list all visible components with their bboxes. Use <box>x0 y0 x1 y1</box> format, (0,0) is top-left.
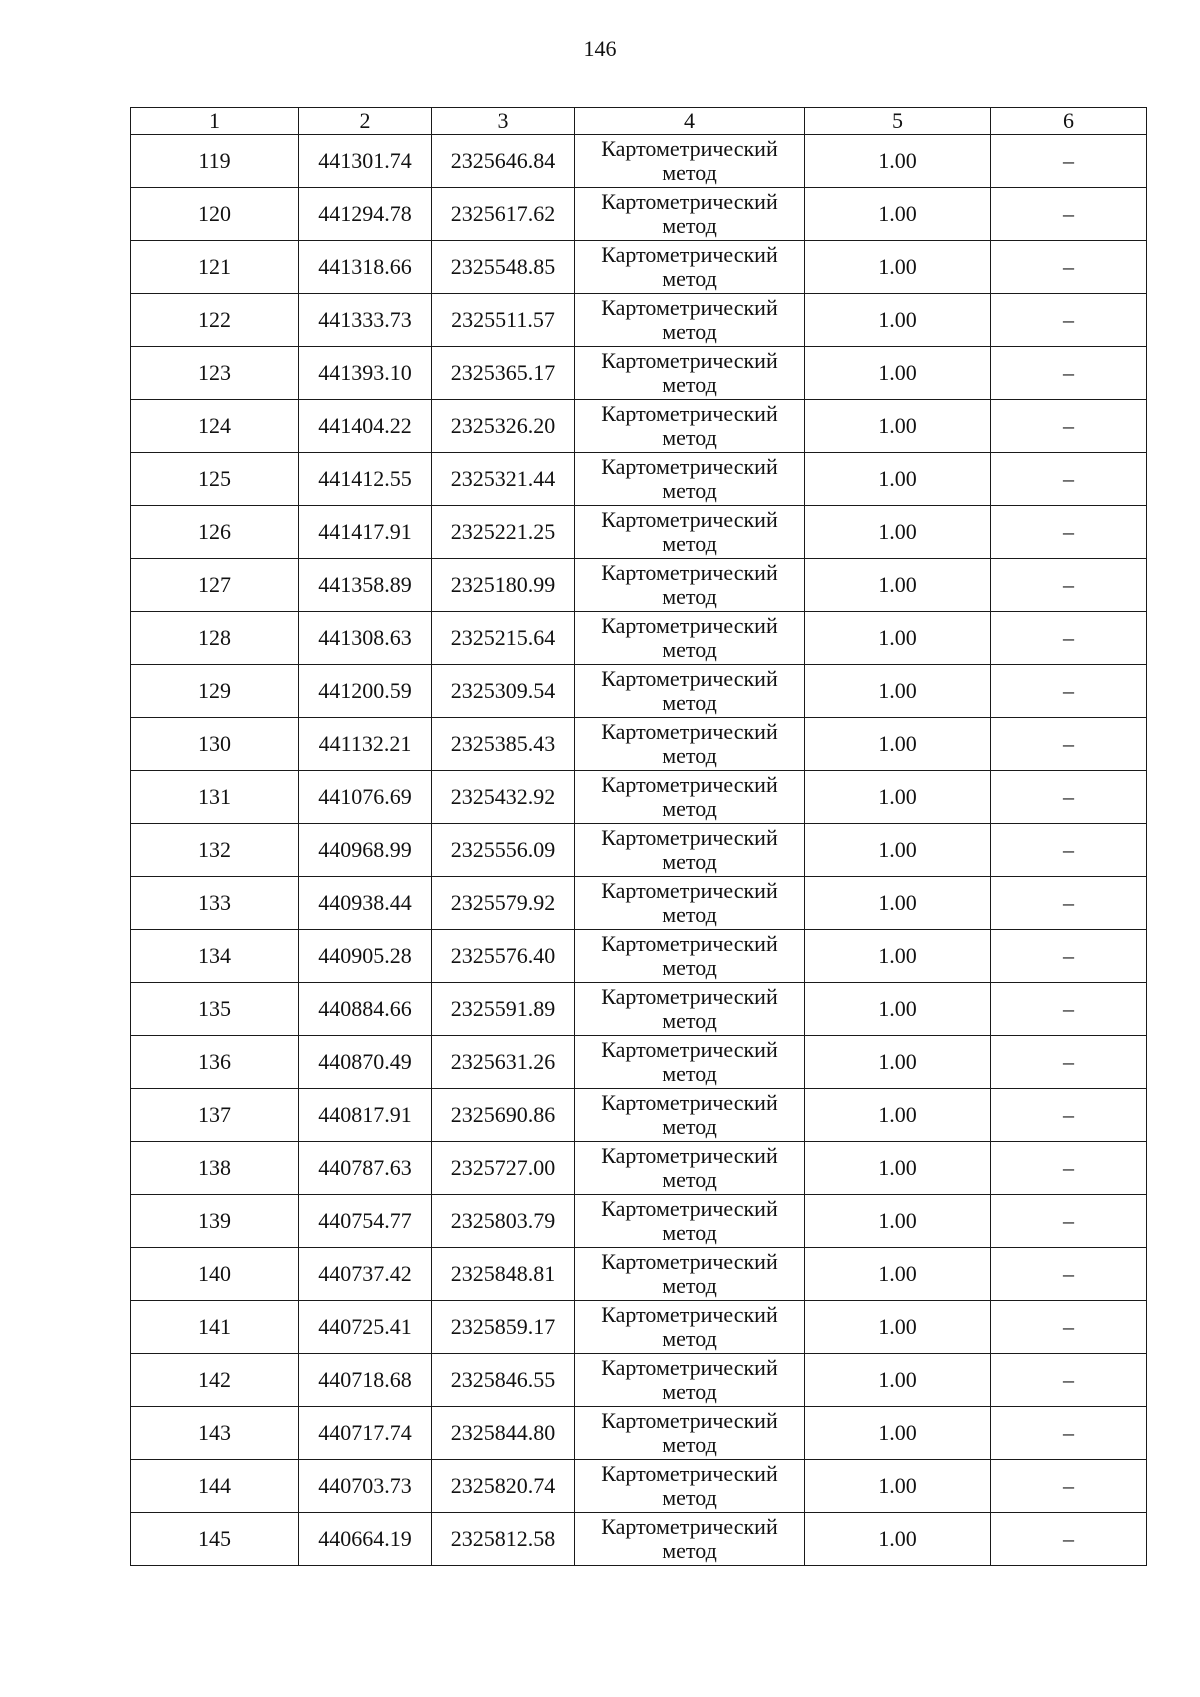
method-text: Картометрический метод <box>601 1037 778 1086</box>
table-row <box>131 983 1147 1036</box>
table-row <box>131 665 1147 718</box>
point-number-cell: 127 <box>131 559 299 612</box>
table-row <box>131 824 1147 877</box>
x-coordinate-cell: 440905.28 <box>299 930 432 983</box>
y-coordinate-cell: 2325309.54 <box>432 665 575 718</box>
y-coordinate-cell: 2325848.81 <box>432 1248 575 1301</box>
x-coordinate-cell: 441358.89 <box>299 559 432 612</box>
header-cell: 4 <box>575 108 805 135</box>
page-number: 146 <box>583 36 617 61</box>
header-cell: 1 <box>131 108 299 135</box>
point-number-cell: 124 <box>131 400 299 453</box>
point-number-cell: 119 <box>131 135 299 188</box>
accuracy-cell: 1.00 <box>805 506 991 559</box>
x-coordinate-cell: 441404.22 <box>299 400 432 453</box>
x-coordinate-cell: 441318.66 <box>299 241 432 294</box>
point-number-cell: 143 <box>131 1407 299 1460</box>
y-coordinate-cell: 2325631.26 <box>432 1036 575 1089</box>
note-cell: – <box>991 665 1147 718</box>
point-number-cell: 140 <box>131 1248 299 1301</box>
point-number-cell: 134 <box>131 930 299 983</box>
y-coordinate-cell: 2325385.43 <box>432 718 575 771</box>
method-cell <box>575 1142 805 1195</box>
x-coordinate-cell: 440884.66 <box>299 983 432 1036</box>
y-coordinate-cell: 2325812.58 <box>432 1513 575 1566</box>
method-text: Картометрический метод <box>601 1514 778 1563</box>
accuracy-cell: 1.00 <box>805 930 991 983</box>
accuracy-cell: 1.00 <box>805 135 991 188</box>
accuracy-cell: 1.00 <box>805 718 991 771</box>
y-coordinate-cell: 2325579.92 <box>432 877 575 930</box>
y-coordinate-cell: 2325690.86 <box>432 1089 575 1142</box>
point-number-cell: 120 <box>131 188 299 241</box>
table-row <box>131 1513 1147 1566</box>
table-row <box>131 1248 1147 1301</box>
table-row <box>131 453 1147 506</box>
y-coordinate-cell: 2325844.80 <box>432 1407 575 1460</box>
point-number-cell: 137 <box>131 1089 299 1142</box>
table-row <box>131 1036 1147 1089</box>
note-cell: – <box>991 188 1147 241</box>
note-cell: – <box>991 1036 1147 1089</box>
y-coordinate-cell: 2325646.84 <box>432 135 575 188</box>
method-cell <box>575 771 805 824</box>
point-number-cell: 145 <box>131 1513 299 1566</box>
method-cell <box>575 665 805 718</box>
point-number-cell: 121 <box>131 241 299 294</box>
x-coordinate-cell: 440817.91 <box>299 1089 432 1142</box>
method-text: Картометрический метод <box>601 1461 778 1510</box>
table-row <box>131 188 1147 241</box>
method-text: Картометрический метод <box>601 507 778 556</box>
method-text: Картометрический метод <box>601 454 778 503</box>
method-text: Картометрический метод <box>601 719 778 768</box>
table-row <box>131 930 1147 983</box>
y-coordinate-cell: 2325859.17 <box>432 1301 575 1354</box>
point-number-cell: 130 <box>131 718 299 771</box>
method-text: Картометрический метод <box>601 878 778 927</box>
table-row <box>131 877 1147 930</box>
y-coordinate-cell: 2325432.92 <box>432 771 575 824</box>
method-cell <box>575 294 805 347</box>
accuracy-cell: 1.00 <box>805 1036 991 1089</box>
accuracy-cell: 1.00 <box>805 347 991 400</box>
y-coordinate-cell: 2325326.20 <box>432 400 575 453</box>
accuracy-cell: 1.00 <box>805 983 991 1036</box>
method-text: Картометрический метод <box>601 772 778 821</box>
method-cell <box>575 1354 805 1407</box>
x-coordinate-cell: 441417.91 <box>299 506 432 559</box>
accuracy-cell: 1.00 <box>805 241 991 294</box>
method-cell <box>575 718 805 771</box>
method-text: Картометрический метод <box>601 825 778 874</box>
method-text: Картометрический метод <box>601 613 778 662</box>
accuracy-cell: 1.00 <box>805 1142 991 1195</box>
note-cell: – <box>991 824 1147 877</box>
accuracy-cell: 1.00 <box>805 1195 991 1248</box>
note-cell: – <box>991 1142 1147 1195</box>
note-cell: – <box>991 1089 1147 1142</box>
table-row <box>131 1142 1147 1195</box>
method-cell <box>575 1301 805 1354</box>
header-cell: 6 <box>991 108 1147 135</box>
table-row <box>131 347 1147 400</box>
table-row <box>131 718 1147 771</box>
method-cell <box>575 1460 805 1513</box>
point-number-cell: 128 <box>131 612 299 665</box>
note-cell: – <box>991 718 1147 771</box>
point-number-cell: 139 <box>131 1195 299 1248</box>
note-cell: – <box>991 983 1147 1036</box>
accuracy-cell: 1.00 <box>805 1301 991 1354</box>
note-cell: – <box>991 453 1147 506</box>
method-text: Картометрический метод <box>601 242 778 291</box>
method-text: Картометрический метод <box>601 1090 778 1139</box>
note-cell: – <box>991 1407 1147 1460</box>
y-coordinate-cell: 2325727.00 <box>432 1142 575 1195</box>
header-cell: 3 <box>432 108 575 135</box>
x-coordinate-cell: 440703.73 <box>299 1460 432 1513</box>
accuracy-cell: 1.00 <box>805 665 991 718</box>
method-text: Картометрический метод <box>601 136 778 185</box>
y-coordinate-cell: 2325180.99 <box>432 559 575 612</box>
note-cell: – <box>991 1248 1147 1301</box>
x-coordinate-cell: 440664.19 <box>299 1513 432 1566</box>
y-coordinate-cell: 2325556.09 <box>432 824 575 877</box>
method-text: Картометрический метод <box>601 1196 778 1245</box>
method-cell <box>575 559 805 612</box>
note-cell: – <box>991 559 1147 612</box>
point-number-cell: 129 <box>131 665 299 718</box>
accuracy-cell: 1.00 <box>805 559 991 612</box>
table-row <box>131 1301 1147 1354</box>
note-cell: – <box>991 1354 1147 1407</box>
accuracy-cell: 1.00 <box>805 612 991 665</box>
point-number-cell: 126 <box>131 506 299 559</box>
method-cell <box>575 983 805 1036</box>
method-cell <box>575 347 805 400</box>
method-text: Картометрический метод <box>601 931 778 980</box>
y-coordinate-cell: 2325820.74 <box>432 1460 575 1513</box>
method-cell <box>575 877 805 930</box>
method-cell <box>575 188 805 241</box>
method-cell <box>575 135 805 188</box>
y-coordinate-cell: 2325548.85 <box>432 241 575 294</box>
method-text: Картометрический метод <box>601 189 778 238</box>
method-cell <box>575 612 805 665</box>
point-number-cell: 132 <box>131 824 299 877</box>
y-coordinate-cell: 2325321.44 <box>432 453 575 506</box>
method-text: Картометрический метод <box>601 295 778 344</box>
accuracy-cell: 1.00 <box>805 824 991 877</box>
method-cell <box>575 930 805 983</box>
header-cell: 5 <box>805 108 991 135</box>
accuracy-cell: 1.00 <box>805 1354 991 1407</box>
y-coordinate-cell: 2325617.62 <box>432 188 575 241</box>
x-coordinate-cell: 440787.63 <box>299 1142 432 1195</box>
table-row <box>131 1089 1147 1142</box>
table-row <box>131 612 1147 665</box>
table-row <box>131 135 1147 188</box>
y-coordinate-cell: 2325221.25 <box>432 506 575 559</box>
accuracy-cell: 1.00 <box>805 453 991 506</box>
table-row <box>131 1195 1147 1248</box>
table-row <box>131 506 1147 559</box>
coordinates-table <box>130 107 1147 1566</box>
accuracy-cell: 1.00 <box>805 877 991 930</box>
note-cell: – <box>991 930 1147 983</box>
y-coordinate-cell: 2325591.89 <box>432 983 575 1036</box>
x-coordinate-cell: 440737.42 <box>299 1248 432 1301</box>
x-coordinate-cell: 441412.55 <box>299 453 432 506</box>
note-cell: – <box>991 135 1147 188</box>
point-number-cell: 136 <box>131 1036 299 1089</box>
x-coordinate-cell: 440870.49 <box>299 1036 432 1089</box>
x-coordinate-cell: 440718.68 <box>299 1354 432 1407</box>
table-row <box>131 1460 1147 1513</box>
note-cell: – <box>991 612 1147 665</box>
note-cell: – <box>991 506 1147 559</box>
method-text: Картометрический метод <box>601 560 778 609</box>
method-text: Картометрический метод <box>601 401 778 450</box>
table-row <box>131 294 1147 347</box>
table-row <box>131 771 1147 824</box>
point-number-cell: 131 <box>131 771 299 824</box>
accuracy-cell: 1.00 <box>805 1407 991 1460</box>
note-cell: – <box>991 1301 1147 1354</box>
note-cell: – <box>991 294 1147 347</box>
note-cell: – <box>991 771 1147 824</box>
method-text: Картометрический метод <box>601 1408 778 1457</box>
accuracy-cell: 1.00 <box>805 294 991 347</box>
point-number-cell: 123 <box>131 347 299 400</box>
method-text: Картометрический метод <box>601 1249 778 1298</box>
method-cell <box>575 1407 805 1460</box>
method-text: Картометрический метод <box>601 666 778 715</box>
point-number-cell: 122 <box>131 294 299 347</box>
y-coordinate-cell: 2325576.40 <box>432 930 575 983</box>
x-coordinate-cell: 441333.73 <box>299 294 432 347</box>
x-coordinate-cell: 441200.59 <box>299 665 432 718</box>
table-row <box>131 400 1147 453</box>
table-header-row <box>131 108 1147 135</box>
point-number-cell: 133 <box>131 877 299 930</box>
table-row <box>131 1407 1147 1460</box>
y-coordinate-cell: 2325803.79 <box>432 1195 575 1248</box>
note-cell: – <box>991 400 1147 453</box>
accuracy-cell: 1.00 <box>805 1460 991 1513</box>
x-coordinate-cell: 441308.63 <box>299 612 432 665</box>
note-cell: – <box>991 1513 1147 1566</box>
method-text: Картометрический метод <box>601 1302 778 1351</box>
x-coordinate-cell: 441393.10 <box>299 347 432 400</box>
point-number-cell: 141 <box>131 1301 299 1354</box>
method-cell <box>575 241 805 294</box>
method-cell <box>575 1513 805 1566</box>
x-coordinate-cell: 440754.77 <box>299 1195 432 1248</box>
note-cell: – <box>991 877 1147 930</box>
method-text: Картометрический метод <box>601 984 778 1033</box>
x-coordinate-cell: 441132.21 <box>299 718 432 771</box>
method-cell <box>575 1036 805 1089</box>
accuracy-cell: 1.00 <box>805 188 991 241</box>
x-coordinate-cell: 440725.41 <box>299 1301 432 1354</box>
point-number-cell: 135 <box>131 983 299 1036</box>
note-cell: – <box>991 241 1147 294</box>
method-cell <box>575 1195 805 1248</box>
x-coordinate-cell: 441076.69 <box>299 771 432 824</box>
point-number-cell: 142 <box>131 1354 299 1407</box>
x-coordinate-cell: 441301.74 <box>299 135 432 188</box>
y-coordinate-cell: 2325365.17 <box>432 347 575 400</box>
method-cell <box>575 453 805 506</box>
accuracy-cell: 1.00 <box>805 1513 991 1566</box>
method-cell <box>575 1089 805 1142</box>
x-coordinate-cell: 441294.78 <box>299 188 432 241</box>
method-text: Картометрический метод <box>601 1355 778 1404</box>
y-coordinate-cell: 2325511.57 <box>432 294 575 347</box>
y-coordinate-cell: 2325846.55 <box>432 1354 575 1407</box>
accuracy-cell: 1.00 <box>805 1089 991 1142</box>
point-number-cell: 138 <box>131 1142 299 1195</box>
point-number-cell: 125 <box>131 453 299 506</box>
method-cell <box>575 506 805 559</box>
note-cell: – <box>991 1460 1147 1513</box>
note-cell: – <box>991 1195 1147 1248</box>
y-coordinate-cell: 2325215.64 <box>432 612 575 665</box>
accuracy-cell: 1.00 <box>805 771 991 824</box>
note-cell: – <box>991 347 1147 400</box>
x-coordinate-cell: 440717.74 <box>299 1407 432 1460</box>
point-number-cell: 144 <box>131 1460 299 1513</box>
method-text: Картометрический метод <box>601 1143 778 1192</box>
method-cell <box>575 400 805 453</box>
method-cell <box>575 1248 805 1301</box>
header-cell: 2 <box>299 108 432 135</box>
table-row <box>131 241 1147 294</box>
method-text: Картометрический метод <box>601 348 778 397</box>
method-cell <box>575 824 805 877</box>
x-coordinate-cell: 440968.99 <box>299 824 432 877</box>
accuracy-cell: 1.00 <box>805 1248 991 1301</box>
accuracy-cell: 1.00 <box>805 400 991 453</box>
x-coordinate-cell: 440938.44 <box>299 877 432 930</box>
table-row <box>131 1354 1147 1407</box>
table-row <box>131 559 1147 612</box>
